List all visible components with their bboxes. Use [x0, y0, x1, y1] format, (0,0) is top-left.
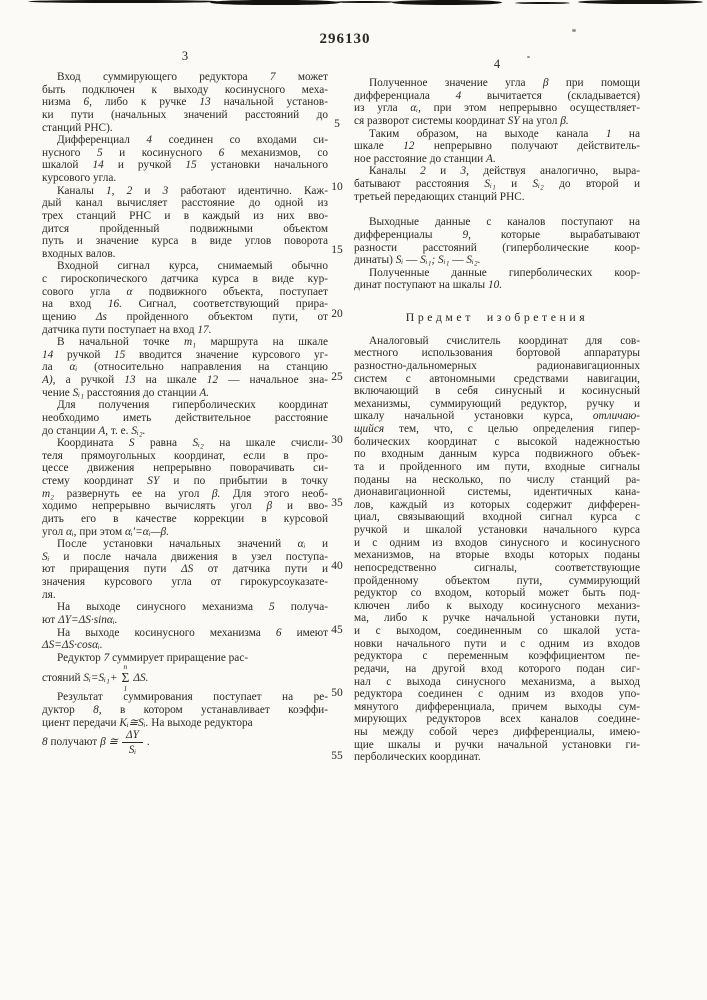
text-line: ки пути (начальных значений расстояний до: [42, 108, 328, 121]
text-line: на вход 16. Сигнал, соответствующий прира-: [42, 298, 328, 311]
text-line: Редуктор 7 суммирует приращение рас-: [57, 651, 249, 664]
scan-artifact-streak: [578, 0, 703, 4]
text-line: теля прямоугольных координат, если в про-: [42, 449, 328, 462]
text-line: входных валов.: [42, 247, 116, 260]
text-line: ют приращения пути ΔS от датчика пути и: [42, 563, 329, 576]
text-line: чение Sᵢ₁ расстояния до станции A.: [42, 386, 210, 399]
text-line: Выходные данные с каналов поступают на: [369, 216, 640, 229]
text-line: ходимо непрерывно вычислять угол β и вво-: [42, 500, 328, 513]
left-text-column: [42, 71, 328, 756]
text-line: низма 6, либо к ручке 13 начальной установ-: [42, 96, 328, 109]
text-line: трех станций РНС и в каждый из них вво-: [42, 209, 328, 222]
text-line: динат поступают на шкалы 10.: [354, 279, 503, 292]
text-line: лов, каждый из которых содержит дифферен-: [354, 498, 640, 511]
text-line: редуктора с переменным коэффициентом пе-: [354, 650, 640, 663]
text-line: На выходе синусного механизма 5 получа-: [57, 601, 328, 614]
text-line: Полученное значение угла β при помощи: [369, 77, 640, 89]
text-line: Дифференциал 4 соединен со входами си-: [57, 134, 328, 147]
text-line: непосредственно сигналы, соответствующие: [354, 561, 640, 574]
line-number: 15: [331, 244, 343, 257]
text-line: Результат суммирования поступает на ре-: [57, 691, 328, 704]
text-line: из угла αᵢ, при этом непрерывно осуществляет-: [354, 102, 640, 115]
text-line: Входной сигнал курса, снимаемый обычно: [57, 260, 328, 273]
scan-artifact-streak: [28, 0, 218, 3]
line-number: 40: [331, 560, 343, 573]
text-line: Для получения гиперболических координат: [57, 399, 328, 412]
scan-artifact-streak: [392, 0, 502, 5]
text-line: дится пройденный подвижными объектом: [42, 222, 328, 235]
line-number: 35: [331, 497, 343, 510]
summation-symbol: n Σ 1: [121, 662, 130, 693]
text-line: дифференциала 4 вычитается (складывается): [354, 89, 640, 102]
text-line: 14 ручкой 15 вводится значение курсового уг-: [42, 348, 328, 361]
text-line: дуктор 8, в котором устанавливает коэффи-: [42, 704, 328, 716]
text-line: Каналы 1, 2 и 3 работают идентично. Каж-: [57, 184, 329, 197]
text-line: ключен либо к выходу косинусного механиз-: [354, 599, 640, 612]
text-line: динаты) Sᵢ — Sᵢ₁; Sᵢ₁ — Sᵢ₂.: [354, 254, 481, 267]
text-line: новки начального пути и с одним из входов: [354, 637, 640, 650]
text-line: циент передачи Kᵢ≅Sᵢ. На выходе редуктора: [42, 716, 253, 729]
text-line: необходимо иметь действительное расстояние: [42, 411, 328, 424]
line-number: 45: [331, 623, 343, 636]
text-line: На выходе косинусного механизма 6 имеют: [57, 626, 329, 639]
page-number-left: 3: [181, 49, 189, 63]
line-number: 20: [331, 307, 343, 320]
patent-number: 296130: [319, 31, 371, 47]
text-line: разностно-дальномерных радионавигационных: [354, 359, 640, 372]
text-line: ют ΔY=ΔS·sinαᵢ.: [42, 613, 118, 626]
text-line: мирующих редукторов всех каналов соедине-: [354, 713, 640, 726]
text-line: редуктора соединен с одним из входов упо-: [354, 688, 640, 701]
formula-line-fraction: 8 получают β ≅ $\frac{\Delta Y}{\text{Sᵢ}}$ .: [42, 728, 150, 757]
text-line: После установки начальных значений αᵢ и: [57, 538, 328, 551]
text-line: сового угла α подвижного объекта, поступает: [42, 285, 328, 298]
scan-artifact-speck: [572, 29, 576, 32]
text-line: ся разворот системы координат SY на угол β.: [354, 114, 569, 127]
text-line: угол αᵢ, при этом αᵢ′=αᵢ—β.: [42, 525, 169, 538]
text-line: до станции A, т. е. Sᵢ₂.: [42, 424, 146, 437]
scan-artifact-speck: [527, 56, 530, 58]
text-line: ма, либо к ручке начальной установки пути,: [354, 612, 640, 625]
text-line: нусного 5 и косинусного 6 механизмов, со: [42, 146, 328, 159]
text-line: та и пройденного им пути, входные сигналы: [354, 460, 640, 473]
text-line: дый канал вычисляет расстояние до одной из: [42, 197, 328, 210]
text-line: Sᵢ и после начала движения в узел поступа-: [42, 550, 328, 563]
text-line: и с выходом, соединенным со шкалой уста-: [354, 625, 640, 637]
text-line: нал с выхода синусного механизма, а выход: [354, 675, 640, 688]
right-text-column: [354, 77, 640, 764]
text-line: ны между собой через дифференциалы, имею-: [354, 726, 640, 738]
text-line: шкалой 14 и ручкой 15 установки начального: [42, 159, 328, 172]
text-line: циал, связывающий входной сигнал курса с: [354, 511, 640, 524]
text-line: дить его в качестве коррекции в курсовой: [42, 512, 328, 525]
text-line: дифференциалы 9, которые вырабатывают: [354, 228, 640, 241]
line-number: 30: [331, 434, 343, 446]
scan-artifact-streak: [515, 2, 570, 4]
text-line: батывают расстояния Sᵢ₁ и Sᵢ₂ до второй и: [354, 178, 641, 190]
text-line: Вход суммирующего редуктора 7 может: [57, 71, 328, 83]
line-number: 5: [334, 118, 340, 130]
text-line: цессе движения непрерывно поворачивать си-: [42, 462, 328, 475]
text-line: ΔS=ΔS·cosαᵢ.: [42, 639, 103, 652]
text-line: и с одним из входов синусного и косинусного: [354, 536, 640, 549]
text-line: ля.: [42, 588, 56, 601]
text-line: датчика пути поступает на вход 17.: [42, 323, 212, 336]
text-line: щие шкалы и ручки начальной установки ги-: [354, 738, 640, 751]
line-number: 10: [331, 181, 343, 194]
text-line: ручкой и шкалой установки начального курса: [354, 524, 640, 536]
text-line: шкалу начальной установки курса, отличаю-: [354, 410, 640, 423]
text-line: m₂ развернуть ее на угол β. Для этого необ-: [42, 487, 328, 500]
text-line: включающий в себя синусный и косинусный: [354, 385, 640, 398]
text-line: A), а ручкой 13 на шкале 12 — начальное зна-: [42, 374, 328, 386]
text-line: станций РНС).: [42, 121, 113, 134]
text-line: ла αᵢ (относительно направления на станцию: [42, 361, 328, 374]
text-line: щийся тем, что, с целью определения гипер-: [354, 423, 640, 435]
text-line: местного использования бортовой аппаратуры: [354, 347, 640, 360]
text-line: механизмов, на вторые входы которых поданы: [354, 549, 640, 562]
text-line: быть подключен к выходу косинусного меха-: [42, 83, 328, 96]
text-line: Аналоговый счислитель координат для сов-: [369, 334, 640, 347]
text-line: Каналы 2 и 3, действуя аналогично, выра-: [369, 165, 640, 178]
text-line: болических координат с высокой надежностью: [354, 435, 640, 448]
line-number: 50: [331, 686, 343, 699]
text-line: значения курсового угла от гирокурсоуказате-: [42, 576, 328, 588]
text-line: курсового угла.: [42, 172, 117, 184]
text-line: разности расстояний (гиперболические коор-: [354, 241, 640, 254]
text-line: механизмы, суммирующий редуктор, ручку и: [354, 397, 640, 410]
text-line: редачи, на другой вход которого подан сиг-: [354, 662, 640, 675]
text-line: поданы на несколько, по числу станций ра-: [354, 473, 640, 486]
section-heading: Предмет изобретения: [405, 310, 589, 324]
text-line: Полученные данные гиперболических коор-: [369, 266, 640, 279]
line-number: 25: [331, 370, 343, 383]
text-line: с гироскопического датчика курса в виде кур-: [42, 273, 328, 285]
text-line: стему координат SY и по прибытии в точку: [42, 475, 328, 487]
text-line: по входным данным курса подвижного объек-: [354, 448, 640, 461]
text-line: Координата S равна Sᵢ₂ на шкале счисли-: [57, 437, 328, 450]
text-line: щению Δs пройденного объектом пути, от: [42, 310, 328, 323]
text-line: дионавигационной системы, идентичных кана-: [354, 486, 640, 499]
text-line: путь и значение курса в виде углов поворота: [42, 235, 328, 248]
scan-artifact-streak: [210, 0, 340, 5]
page-number-right: 4: [493, 57, 501, 71]
formula-line-sum: стояний Sᵢ=Sᵢ₁+ n Σ 1 ΔS.: [42, 662, 149, 693]
text-line: ное расстояние до станции A.: [354, 152, 496, 165]
line-number: 55: [331, 750, 343, 762]
fraction: $\frac{\Delta Y}{\text{Sᵢ}}$: [122, 729, 143, 757]
text-line: мянутого дифференциала, причем выходы сум-: [354, 700, 640, 713]
text-line: систем с автономными средствами навигации,: [354, 372, 640, 385]
text-line: пройденному объектом пути, суммирующий: [354, 574, 640, 587]
text-line: редуктор со входом, который может быть под-: [354, 587, 640, 600]
text-line: перболических координат.: [354, 751, 481, 764]
text-line: третьей передающих станций РНС.: [354, 190, 525, 203]
scan-artifact-streak: [335, 1, 395, 3]
text-line: Таким образом, на выходе канала 1 на: [369, 127, 640, 140]
text-line: шкале 12 непрерывно получают действитель-: [354, 140, 640, 153]
text-line: В начальной точке m₁ маршрута на шкале: [57, 336, 328, 349]
paragraph-gap: [354, 203, 640, 216]
